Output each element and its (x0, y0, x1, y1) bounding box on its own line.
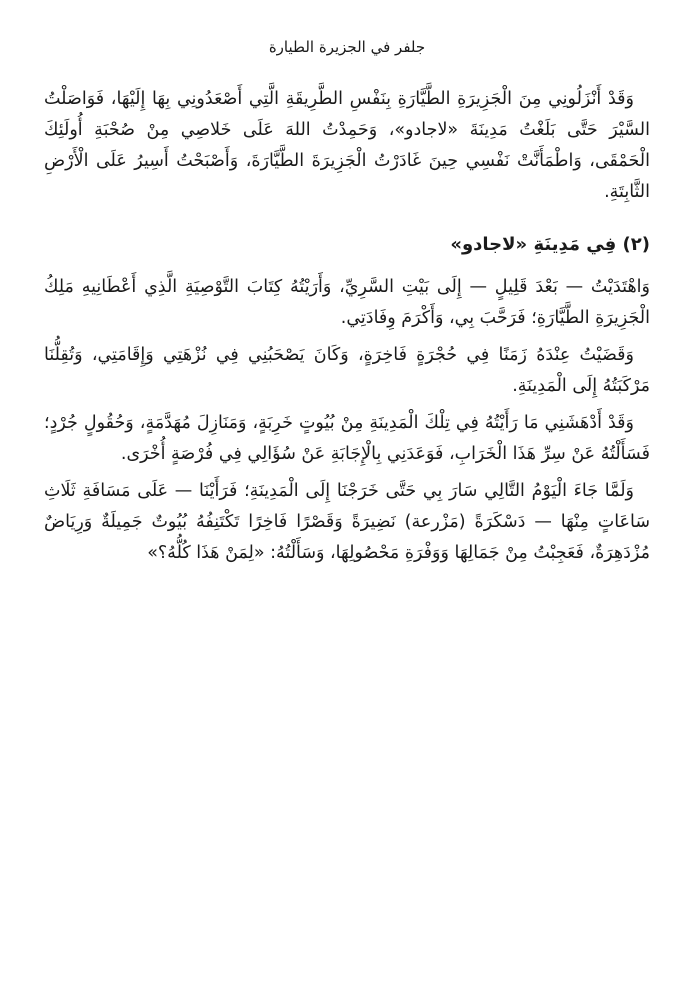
running-header: جلفر في الجزيرة الطيارة (268, 38, 426, 56)
section-paragraph-3: وَقَدْ أَدْهَشَنِي مَا رَأَيْتُهُ فِي تِلْكَ الْمَدِينَةِ مِنْ بُيُوتٍ خَرِبَةٍ، وَمَنَازِلَ مُهَدَّمَةٍ، وَحُقُولٍ جُرْدٍ؛ فَسَأَلْتُهُ عَنْ سِرِّ هَذَا الْخَرَابِ، فَوَعَدَنِي بِالْإِجَابَةِ عَنْ سُؤَالِي فِي فُرْصَةٍ أُخْرَى. (44, 413, 650, 464)
intro-paragraph: وَقَدْ أَنْزَلُونِي مِنَ الْجَزِيرَةِ الطَّيَّارَةِ بِنَفْسِ الطَّرِيقَةِ الَّتِي أَصْعَدُونِي بِهَا إِلَيْهَا، فَوَاصَلْتُ السَّيْرَ حَتَّى بَلَغْتُ مَدِينَةَ «لاجادو»، وَحَمِدْتُ اللهَ عَلَى خَلاصِي مِنْ صُحْبَةِ أُولَئِكَ الْحَمْقَى، وَاطْمَأَنَّتْ نَفْسِي حِينَ غَادَرْتُ الْجَزِيرَةَ الطَّيَّارَةَ، وَأَصْبَحْتُ أَسِيرُ عَلَى الْأَرْضِ الثَّابِتَةِ. (44, 89, 650, 202)
section-paragraph-4: وَلَمَّا جَاءَ الْيَوْمُ التَّالِي سَارَ بِي حَتَّى خَرَجْنَا إِلَى الْمَدِينَةِ؛ فَرَأَيْنَا — عَلَى مَسَافَةِ ثَلَاثِ سَاعَاتٍ مِنْهَا — دَسْكَرَةً (مَزْرعة) نَضِيرَةً وَقَصْرًا فَاخِرًا تَكْتَنِفُهُ بُيُوتٌ جَمِيلَةٌ وَرِيَاضٌ مُزْدَهِرَةٌ، فَعَجِبْتُ مِنْ جَمَالِهَا وَوَفْرَةِ مَحْصُولِهَا، وَسَأَلْتُهُ: «لِمَنْ هَذَا كُلُّهُ؟» (44, 481, 650, 563)
section-paragraph-2: وَقَضَيْتُ عِنْدَهُ زَمَنًا فِي حُجْرَةٍ فَاخِرَةٍ، وَكَانَ يَصْحَبُنِي فِي نُزْهَتِي وَإِقَامَتِي، وَتُقِلُّنَا مَرْكَبَتُهُ إِلَى الْمَدِينَةِ. (44, 345, 650, 396)
page-body (44, 84, 650, 569)
section-paragraph-1: وَاهْتَدَيْتُ — بَعْدَ قَلِيلٍ — إِلَى بَيْتِ السَّرِيِّ، وَأَرَيْتُهُ كِتَابَ التَّوْصِيَةِ الَّذِي أَعْطَانِيهِ مَلِكُ الْجَزِيرَةِ الطَّيَّارَةِ؛ فَرَحَّبَ بِي، وَأَكْرَمَ وِفَادَتِي. (44, 277, 650, 328)
section-heading: (٢) فِي مَدِينَةِ «لاجادو» (450, 234, 650, 255)
